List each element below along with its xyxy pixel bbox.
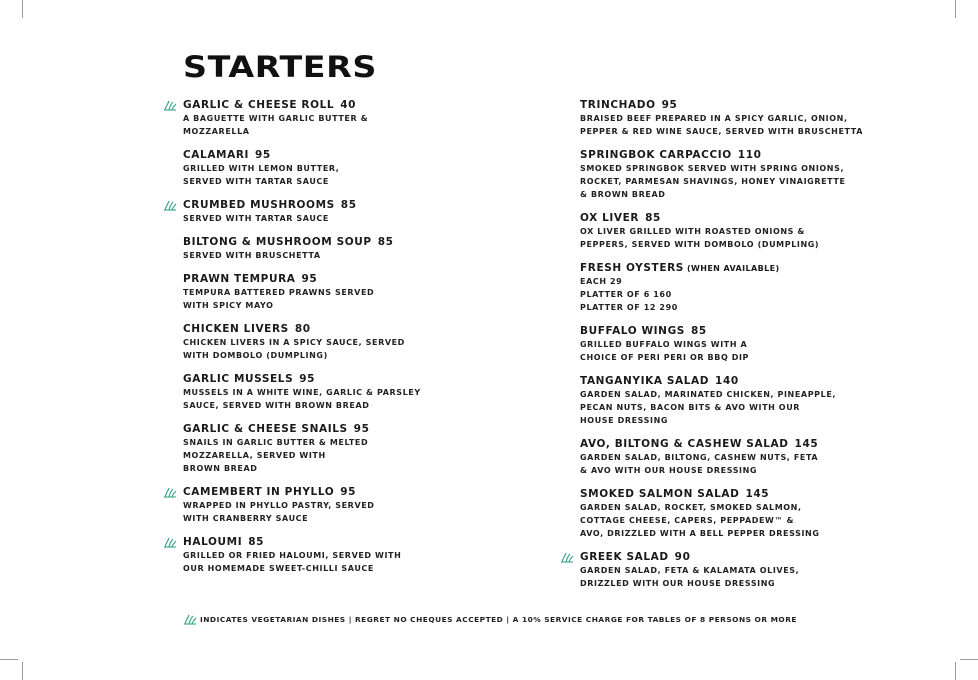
menu-item-description: WRAPPED IN PHYLLO PASTRY, SERVED WITH CRANBERRY SAUCE [183, 501, 375, 523]
menu-item-price: 80 [294, 323, 311, 335]
menu-item-price: 40 [340, 99, 357, 111]
menu-item-price: 110 [737, 149, 762, 161]
footer-text: INDICATES VEGETARIAN DISHES | REGRET NO CHEQUES ACCEPTED | A 10% SERVICE CHARGE FOR TABLES OF 8 PERSONS OR MORE [200, 615, 797, 624]
vegetarian-leaf-icon [163, 487, 177, 498]
menu-item-name: CAMEMBERT IN PHYLLO [183, 486, 335, 498]
menu-item-title [183, 486, 483, 499]
menu-item-description: EACH 29 PLATTER OF 6 160 PLATTER OF 12 290 [580, 277, 678, 312]
menu-item-name: SPRINGBOK CARPACCIO [580, 149, 732, 161]
menu-item-price: 145 [794, 438, 819, 450]
menu-item [580, 375, 900, 427]
menu-item-title [580, 212, 900, 225]
menu-item-description: TEMPURA BATTERED PRAWNS SERVED WITH SPICY MAYO [183, 288, 375, 310]
menu-item [183, 99, 483, 138]
menu-item [580, 325, 900, 364]
menu-item [183, 236, 483, 262]
menu-item-price: 90 [674, 551, 691, 563]
menu-item-name: BUFFALO WINGS [580, 325, 685, 337]
menu-item-title [580, 551, 900, 564]
menu-item-title [183, 236, 483, 249]
menu-item-name: TANGANYIKA SALAD [580, 375, 710, 387]
menu-item-title [183, 99, 483, 112]
crop-mark-top-right [955, 0, 956, 18]
vegetarian-leaf-icon [560, 552, 574, 563]
menu-item [580, 99, 900, 138]
menu-item [580, 262, 900, 314]
crop-mark-bottom-right [955, 662, 956, 680]
menu-item-name: FRESH OYSTERS [580, 262, 684, 274]
menu-item [580, 212, 900, 251]
menu-item [580, 438, 900, 477]
menu-item-title [183, 149, 483, 162]
vegetarian-leaf-icon [183, 614, 197, 625]
menu-column-right [580, 99, 900, 601]
menu-item-name: GARLIC MUSSELS [183, 373, 294, 385]
vegetarian-leaf-icon [163, 537, 177, 548]
menu-item-description: GRILLED OR FRIED HALOUMI, SERVED WITH OUR HOMEMADE SWEET-CHILLI SAUCE [183, 551, 402, 573]
menu-item-title [183, 273, 483, 286]
menu-item-name: GARLIC & CHEESE ROLL [183, 99, 335, 111]
menu-item-title [580, 99, 900, 112]
menu-item-price: 85 [377, 236, 394, 248]
menu-item-name: OX LIVER [580, 212, 640, 224]
crop-mark-bottom-left [22, 662, 23, 680]
menu-item-title [580, 438, 900, 451]
menu-item-description: SERVED WITH BRUSCHETTA [183, 251, 321, 260]
menu-item [183, 423, 483, 475]
menu-item-price: 85 [645, 212, 661, 224]
menu-item [183, 199, 483, 225]
menu-item-description: A BAGUETTE WITH GARLIC BUTTER & MOZZARELLA [183, 114, 369, 136]
vegetarian-leaf-icon [163, 100, 177, 111]
menu-item-description: GRILLED WITH LEMON BUTTER, SERVED WITH TARTAR SAUCE [183, 164, 340, 186]
menu-item-price: 95 [301, 273, 318, 285]
menu-item-title [183, 536, 483, 549]
menu-item-description: BRAISED BEEF PREPARED IN A SPICY GARLIC, ONION, PEPPER & RED WINE SAUCE, SERVED WITH BRUSCHETTA [580, 114, 864, 136]
menu-item-title [580, 149, 900, 162]
menu-item-description: SNAILS IN GARLIC BUTTER & MELTED MOZZARELLA, SERVED WITH BROWN BREAD [183, 438, 369, 473]
menu-item [183, 536, 483, 575]
crop-mark-right-bottom [960, 659, 978, 660]
menu-item-description: SERVED WITH TARTAR SAUCE [183, 214, 329, 223]
menu-item-description: GRILLED BUFFALO WINGS WITH A CHOICE OF PERI PERI OR BBQ DIP [580, 340, 750, 362]
menu-item-description: SMOKED SPRINGBOK SERVED WITH SPRING ONIONS, ROCKET, PARMESAN SHAVINGS, HONEY VINAIGRETTE & BROWN BREAD [580, 164, 846, 199]
menu-item-name: TRINCHADO [580, 99, 656, 111]
menu-item-title [580, 375, 900, 388]
menu-item [183, 373, 483, 412]
menu-item-title [183, 199, 483, 212]
menu-item-price: 145 [745, 488, 770, 500]
menu-item-name: AVO, BILTONG & CASHEW SALAD [580, 438, 789, 450]
menu-item-name: PRAWN TEMPURA [183, 273, 296, 285]
menu-item [183, 323, 483, 362]
menu-item [580, 488, 900, 540]
menu-item-note: (WHEN AVAILABLE) [686, 264, 780, 273]
menu-item-description: GARDEN SALAD, BILTONG, CASHEW NUTS, FETA & AVO WITH OUR HOUSE DRESSING [580, 453, 819, 475]
menu-item [183, 273, 483, 312]
menu-item-description: GARDEN SALAD, MARINATED CHICKEN, PINEAPPLE, PECAN NUTS, BACON BITS & AVO WITH OUR HOUSE DRESSING [580, 390, 837, 425]
vegetarian-leaf-icon [163, 200, 177, 211]
menu-item [580, 149, 900, 201]
menu-column-left [183, 99, 483, 586]
menu-item-title [580, 325, 900, 338]
crop-mark-top-left [22, 0, 23, 18]
menu-item-price: 95 [661, 99, 678, 111]
menu-item-description: GARDEN SALAD, ROCKET, SMOKED SALMON, COTTAGE CHEESE, CAPERS, PEPPADEW™ & AVO, DRIZZLED WITH A BELL PEPPER DRESSING [580, 503, 820, 538]
menu-item-price: 140 [715, 375, 739, 387]
menu-item-title [183, 323, 483, 336]
page-title: STARTERS [183, 50, 378, 84]
menu-item-price: 95 [340, 486, 357, 498]
menu-item-name: GARLIC & CHEESE SNAILS [183, 423, 348, 435]
menu-item-title [183, 423, 483, 436]
menu-item-title [580, 488, 900, 501]
menu-item-price: 85 [248, 536, 265, 548]
menu-item-name: GREEK SALAD [580, 551, 669, 563]
menu-item-price: 85 [340, 199, 357, 211]
menu-item-name: CALAMARI [183, 149, 250, 161]
menu-item-name: SMOKED SALMON SALAD [580, 488, 740, 500]
menu-item-description: GARDEN SALAD, FETA & KALAMATA OLIVES, DRIZZLED WITH OUR HOUSE DRESSING [580, 566, 800, 588]
footer-note [183, 614, 797, 625]
menu-item-price: 95 [353, 423, 370, 435]
menu-item-description: MUSSELS IN A WHITE WINE, GARLIC & PARSLEY SAUCE, SERVED WITH BROWN BREAD [183, 388, 421, 410]
menu-item-name: CRUMBED MUSHROOMS [183, 199, 335, 211]
menu-item-price: 85 [690, 325, 707, 337]
menu-item-name: BILTONG & MUSHROOM SOUP [183, 236, 372, 248]
menu-item-description: OX LIVER GRILLED WITH ROASTED ONIONS & PEPPERS, SERVED WITH DOMBOLO (DUMPLING) [580, 227, 820, 249]
menu-item-price: 95 [255, 149, 271, 161]
menu-item-description: CHICKEN LIVERS IN A SPICY SAUCE, SERVED WITH DOMBOLO (DUMPLING) [183, 338, 405, 360]
crop-mark-left-bottom [0, 659, 18, 660]
menu-item [580, 551, 900, 590]
menu-item-price: 95 [299, 373, 316, 385]
menu-item [183, 486, 483, 525]
menu-item [183, 149, 483, 188]
menu-item-title [183, 373, 483, 386]
menu-item-title [580, 262, 900, 275]
menu-item-name: CHICKEN LIVERS [183, 323, 289, 335]
menu-item-name: HALOUMI [183, 536, 243, 548]
